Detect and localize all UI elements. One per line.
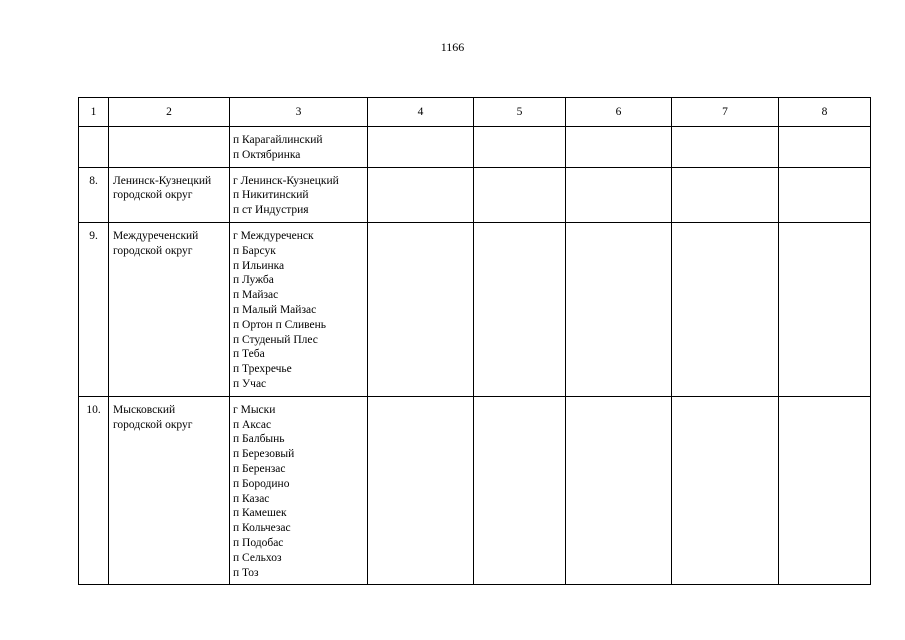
empty-cell [368, 167, 474, 222]
settlement-item: п Подобас [233, 536, 284, 549]
empty-cell [474, 167, 566, 222]
empty-cell [474, 222, 566, 396]
settlement-item: п Сельхоз [233, 551, 282, 564]
settlement-item: г Ленинск-Кузнецкий [233, 174, 339, 187]
settlement-item: п Майзас [233, 289, 279, 302]
empty-cell [672, 167, 779, 222]
district-name-line: Ленинск-Кузнецкий [113, 174, 212, 187]
settlement-item: п Трехречье [233, 363, 292, 376]
empty-cell [368, 127, 474, 168]
empty-cell [566, 396, 672, 585]
district-name-cell [109, 167, 230, 222]
district-name-cell [109, 222, 230, 396]
settlement-item: п Камешек [233, 507, 287, 520]
empty-cell [672, 127, 779, 168]
row-number: 8. [79, 167, 109, 222]
column-header: 7 [672, 98, 779, 127]
row-number [79, 127, 109, 168]
empty-cell [672, 222, 779, 396]
header-row [79, 98, 871, 127]
settlement-item: п Малый Майзас [233, 303, 317, 316]
table-row [79, 127, 871, 168]
settlements-cell [230, 396, 368, 585]
empty-cell [368, 396, 474, 585]
empty-cell [474, 127, 566, 168]
district-name-cell [109, 396, 230, 585]
district-name-line: Мысковский [113, 403, 176, 416]
table-row [79, 167, 871, 222]
empty-cell [566, 222, 672, 396]
settlement-item: п Кольчезас [233, 522, 291, 535]
page-number: 1166 [440, 40, 465, 54]
column-header: 2 [109, 98, 230, 127]
column-header: 5 [474, 98, 566, 127]
empty-cell [779, 167, 871, 222]
column-header: 3 [230, 98, 368, 127]
row-number: 10. [79, 396, 109, 585]
district-name-line: городской округ [113, 189, 193, 202]
settlement-item: п Карагайлинский [233, 134, 323, 146]
settlement-item: п Никитинский [233, 189, 309, 202]
settlement-item: п Ильинка [233, 259, 285, 272]
settlement-item: п Теба [233, 348, 265, 361]
settlement-item: п Аксас [233, 418, 272, 431]
settlements-cell [230, 167, 368, 222]
empty-cell [779, 222, 871, 396]
settlement-item: п Тоз [233, 566, 259, 579]
settlement-item: г Междуреченск [233, 229, 314, 242]
settlement-item: п Студеный Плес [233, 333, 318, 346]
settlement-item: п Бородино [233, 477, 290, 490]
settlements-cell [230, 222, 368, 396]
settlements-table [78, 97, 871, 585]
column-header: 6 [566, 98, 672, 127]
district-name-line: Междуреченский [113, 229, 199, 242]
settlement-item: п Учас [233, 377, 267, 390]
settlement-item: п Березовый [233, 448, 295, 461]
settlement-item: г Мыски [233, 403, 276, 416]
settlement-item: п Казас [233, 492, 270, 505]
empty-cell [779, 396, 871, 585]
empty-cell [672, 396, 779, 585]
settlements-cell [230, 127, 368, 168]
empty-cell [566, 127, 672, 168]
district-name-line: городской округ [113, 244, 193, 257]
settlement-item: п Барсук [233, 244, 276, 257]
district-name-line: городской округ [113, 418, 193, 431]
table-row [79, 396, 871, 585]
district-name-cell [109, 127, 230, 168]
empty-cell [566, 167, 672, 222]
empty-cell [779, 127, 871, 168]
settlement-item: п Балбынь [233, 433, 285, 446]
empty-cell [474, 396, 566, 585]
settlement-item: п Ортон п Сливень [233, 318, 327, 331]
settlement-item: п Берензас [233, 462, 286, 475]
settlement-item: п Лужба [233, 274, 274, 287]
column-header: 8 [779, 98, 871, 127]
settlement-item: п Октябринка [233, 148, 301, 161]
empty-cell [368, 222, 474, 396]
row-number: 9. [79, 222, 109, 396]
column-header: 1 [79, 98, 109, 127]
table-row [79, 222, 871, 396]
column-header: 4 [368, 98, 474, 127]
settlement-item: п ст Индустрия [233, 204, 309, 217]
